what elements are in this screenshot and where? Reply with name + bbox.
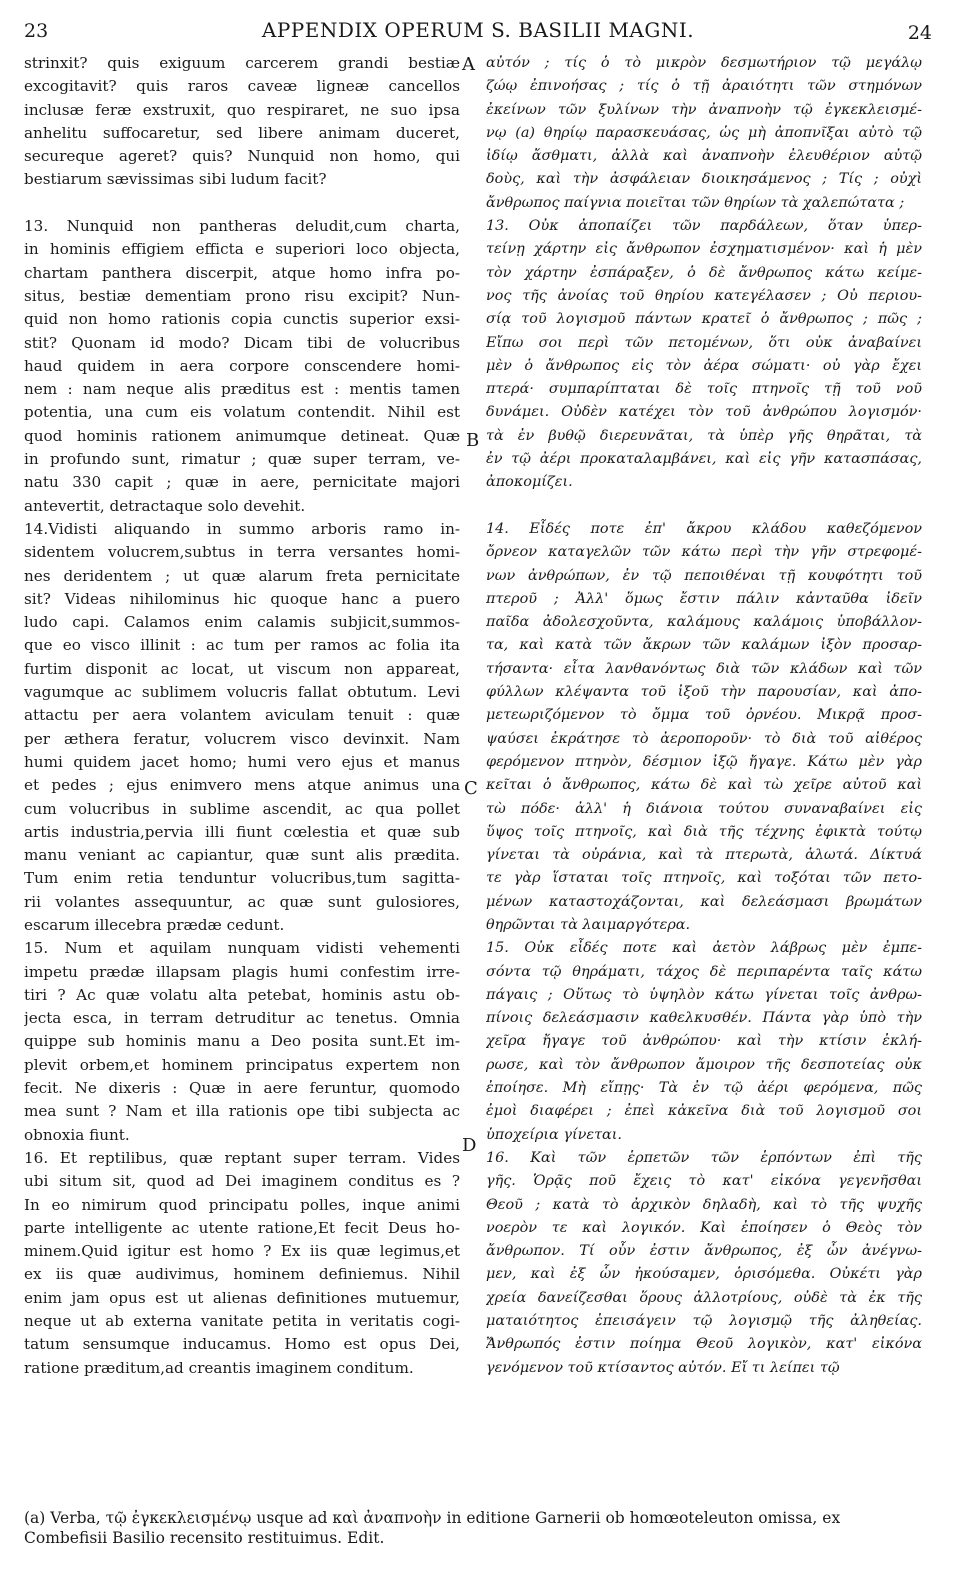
greek-line: σίᾳ τοῦ λογισμοῦ πάντων κρατεῖ ὁ ἄνθρωπος ; πῶς ; [486,311,922,328]
margin-letter-c: C [464,778,478,799]
latin-line: chartam panthera discerpit, atque homo infra po- [24,263,460,282]
greek-line: δυνάμει. Οὐδὲν κατέχει τὸν τοῦ ἀνθρώπου λογισμόν· [486,404,922,421]
greek-line: ὕψος τοῖς πτηνοῖς, καὶ διὰ τῆς τέχνης ἐφικτὰ τούτῳ [486,823,922,840]
greek-line: ἐποίησε. Μὴ εἴπῃς· Τὰ ἐν τῷ ἀέρι φερόμενα, πῶς [486,1080,922,1097]
greek-line: σόντα τῷ θηράματι, τάχος δὲ περιπαρέντα ταῖς κάτω [486,963,922,980]
greek-line: ἐμοὶ διαφέρει ; ἐπεὶ κἀκεῖνα διὰ τοῦ λογισμοῦ σοι [486,1103,922,1120]
greek-line: χεῖρα ἤγαγε τοῦ ἀνθρώπου· καὶ τὴν κτίσιν ἐκλή- [486,1033,922,1050]
latin-line: attactu per aera volantem aviculam tenuit : quæ [24,706,460,725]
greek-line: νος τῆς ἀνοίας τοῦ θηρίου κατεγέλασεν ; Οὐ περιου- [486,287,922,304]
greek-line: Εἴπω σοι περὶ τῶν πετομένων, ὅτι οὐκ ἀναβαίνει [486,334,922,351]
greek-line: φύλλων κλέψαντα τοῦ ἰξοῦ τὴν παρουσίαν, καὶ ἀπο- [486,684,922,701]
latin-line: jecta esca, in terram detruditur ac tenetus. Omnia [24,1009,460,1028]
latin-line: quod hominis rationem animumque detineat. Quæ [24,426,460,445]
latin-line: bestiarum sævissimas sibi ludum facit? [24,170,327,189]
latin-line: 13. Nunquid non pantheras deludit,cum charta, [24,217,460,236]
latin-line: parte intelligente ac utente ratione,Et fecit Deus ho- [24,1218,460,1237]
greek-line: μετεωριζόμενον τὸ ὄμμα τοῦ ὀρνέου. Μικρᾷ προσ- [486,707,922,724]
latin-line: Tum enim retia tenduntur volucribus,tum sagitta- [24,869,460,888]
greek-line: φερόμενον πτηνὸν, δέσμιον ἰξῷ ἤγαγε. Κάτω μὲν γὰρ [486,753,922,770]
greek-line: ἀποκομίζει. [486,474,573,491]
margin-letter-b: B [466,430,480,451]
greek-line: ψαύσει ἐκράτησε τὸ ἀεροποροῦν· τὸ διὰ τοῦ αἰθέρος [486,730,922,747]
latin-line: tiri ? Ac quæ volatu alta petebat, hominis astu ob- [24,985,460,1004]
latin-line: ubi situm sit, quod ad Dei imaginem conditus es ? [24,1172,460,1191]
latin-line: escarum illecebra prædæ cedunt. [24,915,285,934]
greek-line: 14. Εἶδές ποτε ἐπ' ἄκρου κλάδου καθεζόμενον [486,520,922,537]
latin-line: 14.Vidisti aliquando in summo arboris ramo in- [24,519,460,538]
greek-line: Θεοῦ ; κατὰ τὸ ἀρχικὸν δηλαδὴ, καὶ τὸ τῆς ψυχῆς [486,1196,922,1213]
greek-line: νῳ (a) θηρίῳ παρασκευάσας, ὡς μὴ ἀποπνῖξαι αὐτὸ τῷ [486,124,922,141]
greek-line: τήσαντα· εἶτα λανθανόντως διὰ τῶν κλάδων καὶ τῶν [486,660,922,677]
page-header [24,14,932,44]
greek-line: Ἄνθρωπός ἐστιν ποίημα Θεοῦ λογικὸν, κατ' εἰκόνα [486,1336,922,1353]
greek-line: ρωσε, καὶ τὸν ἄνθρωπον ἄμοιρον τῆς δεσποτείας οὐκ [486,1056,922,1073]
latin-line: mea sunt ? Nam et illa rationis ope tibi subjecta ac [24,1102,460,1121]
latin-line: ex iis quæ audivimus, hominem definiemus. Nihil [24,1265,460,1284]
latin-line: ludo capi. Calamos enim calamis subjicit,summos- [24,613,460,632]
latin-line: haud quidem in aera corpore conscendere homi- [24,356,460,375]
greek-line: γίνεται τὰ οὐράνια, καὶ τὰ πτερωτὰ, ἁλωτά. Δίκτυά [486,847,922,864]
greek-line: τὰ ἐν βυθῷ διερευνᾶται, τὰ ὑπὲρ γῆς θηρᾶται, τὰ [486,427,922,444]
latin-line: potentia, una cum eis volatum contendit. Nihil est [24,403,460,422]
latin-line: que eo visco illinit : ac tum per ramos ac folia ita [24,636,460,655]
page-number-right: 24 [907,22,932,44]
greek-line [486,495,922,518]
latin-line: sit? Videas nihilominus hic quoque hanc a puero [24,589,460,608]
latin-line: per æthera feratur, volucrem visco devinxit. Nam [24,729,460,748]
latin-line: excogitavit? quis raros caveæ ligneæ cancellos [24,77,460,96]
latin-line: vagumque ac sublimem volucris fallat obtutum. Levi [24,683,460,702]
latin-line: nes deridentem ; ut quæ alarum freta pernicitate [24,566,460,585]
latin-line: situs, bestiæ dementiam prono risu excipit? Nun- [24,286,460,305]
greek-line: νοερὸν τε καὶ λογικόν. Καὶ ἐποίησεν ὁ Θεὸς τὸν [486,1219,922,1236]
greek-line: θηρῶνται τὰ λαιμαργότερα. [486,916,691,933]
greek-line: γενόμενον τοῦ κτίσαντος αὐτόν. Εἴ τι λείπει τῷ [486,1359,840,1376]
latin-line: inclusæ feræ exstruxit, quo respiraret, ne suo ipsa [24,100,460,119]
latin-line: rii volantes assequuntur, ac quæ sunt gulosiores, [24,892,460,911]
greek-line: νων ἀνθρώπων, ἐν τῷ πεποιθέναι τῇ κουφότητι τοῦ [486,567,922,584]
greek-line: μεν, καὶ ἐξ ὧν ἠκούσαμεν, ὁρισόμεθα. Οὐκέτι γὰρ [486,1266,922,1283]
greek-line: ἐκείνων τῶν ξυλίνων τὴν ἀναπνοὴν τῷ ἐγκεκλεισμέ- [486,101,922,118]
latin-line: artis industria,pervia illi fiunt cœlestia et quæ sub [24,822,460,841]
page-number-left: 23 [24,20,49,42]
greek-line: πάγαις ; Οὕτως τὸ ὑψηλὸν κάτω γίνεται τοῖς ἀνθρω- [486,986,922,1003]
greek-line: ἄνθρωπον. Τί οὖν ἐστιν ἄνθρωπος, ἐξ ὧν ἀνέγνω- [486,1243,922,1260]
latin-line: furtim disponit ac locat, ut viscum non appareat, [24,659,460,678]
greek-column [486,52,922,1380]
greek-line: τείνῃ χάρτην εἰς ἄνθρωπον ἐσχηματισμένον· καὶ ἡ μὲν [486,241,922,258]
greek-line: ὑποχείρια γίνεται. [486,1126,622,1143]
latin-line: stit? Quonam id modo? Dicam tibi de volucribus [24,333,460,352]
greek-line: χρεία δανείζεσθαι ὅρους ἀλλοτρίους, οὐδὲ τὰ ἐκ τῆς [486,1289,922,1306]
greek-line: ἰδίῳ ἄσθματι, ἀλλὰ καὶ ἀναπνοὴν ἐλευθέριον αὐτῷ [486,148,922,165]
latin-line: tatum sensumque inducamus. Homo est opus Dei, [24,1335,460,1354]
margin-letter-d: D [462,1135,477,1156]
running-title: APPENDIX OPERUM S. BASILII MAGNI. [261,18,695,42]
latin-line: in profundo sunt, rimatur ; quæ super terram, ve- [24,450,460,469]
latin-line: strinxit? quis exiguum carcerem grandi bestiæ [24,54,460,72]
latin-line: cum volucribus in sublime ascendit, ac qua pollet [24,799,460,818]
greek-line: πτερά· συμπαρίπταται δὲ τοῖς πτηνοῖς τῇ τοῦ νοῦ [486,381,922,398]
latin-line: plevit orbem,et hominem principatus expertem non [24,1055,460,1074]
greek-line: 15. Οὐκ εἶδές ποτε καὶ ἀετὸν λάβρως μὲν ἐμπε- [486,940,922,957]
latin-line: 15. Num et aquilam nunquam vidisti vehementi [24,939,460,958]
latin-line: quid non homo rationis copia cunctis superior exsi- [24,310,460,329]
latin-line: humi quidem jacet homo; humi vero ejus et manus [24,752,460,771]
greek-line: κεῖται ὁ ἄνθρωπος, κάτω δὲ καὶ τὼ χεῖρε αὐτοῦ καὶ [486,777,922,794]
greek-line: ἐν τῷ ἀέρι προκαταλαμβάνει, καὶ εἰς γῆν κατασπάσας, [486,451,922,468]
greek-line: 13. Οὐκ ἀποπαίζει τῶν παρδάλεων, ὅταν ὑπερ- [486,218,922,235]
latin-line: manu veniant ac capiantur, quæ sunt alis prædita. [24,846,460,865]
latin-line: sidentem volucrem,subtus in terra versantes homi- [24,543,460,562]
greek-line: 16. Καὶ τῶν ἑρπετῶν τῶν ἑρπόντων ἐπὶ τῆς [486,1149,922,1166]
latin-line: obnoxia fiunt. [24,1125,130,1144]
greek-line: ἄνθρωπος παίγνια ποιεῖται τῶν θηρίων τὰ χαλεπώτατα ; [486,194,905,211]
latin-line: quippe sub hominis manu a Deo posita sunt.Et im- [24,1032,460,1051]
margin-letter-a: A [462,54,475,75]
latin-line: minem.Quid igitur est homo ? Ex iis quæ legimus,et [24,1242,460,1261]
greek-line: δοὺς, καὶ τὴν ἀσφάλειαν διοικησάμενος ; Τίς ; οὐχὶ [486,171,922,188]
latin-line: impetu prædæ illapsam plagis humi confestim irre- [24,962,460,981]
greek-line: μένων καταστοχάζονται, καὶ δελεάσμασι βρωμάτων [486,893,922,910]
latin-line: in hominis effigiem efficta e superiori loco objecta, [24,240,460,259]
footnote-line-2: Combefisii Basilio recensito restituimus. Edit. [24,1529,385,1547]
latin-line: anhelitu suffocaretur, sed libere animam duceret, [24,123,460,142]
latin-line: antevertit, detractaque solo devehit. [24,496,306,515]
greek-line: ζώῳ ἐπινοήσας ; τίς ὁ τῇ ἀραιότητι τῶν στημόνων [486,78,922,95]
latin-line: 16. Et reptilibus, quæ reptant super terram. Vides [24,1148,460,1167]
latin-line [24,192,460,215]
latin-line: In eo nimirum quod principatu polles, inque animi [24,1195,460,1214]
greek-line: πίνοις δελεάσμασιν καθελκυσθέν. Πάντα γὰρ ὑπὸ τὴν [486,1010,922,1027]
latin-line: nem : nam neque alis præditus est : mentis tamen [24,380,460,399]
latin-column [24,52,460,1380]
latin-line: enim jam opus est ut alienas definitiones mutuemur, [24,1288,460,1307]
greek-line: τα, καὶ κατὰ τῶν ἄκρων τῶν καλάμων ἰξὸν προσαρ- [486,637,922,654]
greek-line: πτεροῦ ; Ἀλλ' ὅμως ἔστιν πάλιν κἀνταῦθα ἰδεῖν [486,590,922,607]
footnote [24,1508,934,1548]
greek-line: ματαιότητος ἐπεισάγειν τῷ λογισμῷ τῆς ἀληθείας. [486,1313,922,1330]
latin-line: natu 330 capit ; quæ in aere, pernicitate majori [24,473,460,492]
latin-line: ratione præditum,ad creantis imaginem conditum. [24,1358,414,1377]
greek-line: τὼ πόδε· ἀλλ' ἡ διάνοια τούτου συναναβαίνει εἰς [486,800,922,817]
greek-line: ὄρνεον καταγελῶν τῶν κάτω περὶ τὴν γῆν στρεφομέ- [486,544,922,561]
greek-line: γῆς. Ὁρᾷς ποῦ ἔχεις τὸ κατ' εἰκόνα γεγενῆσθαι [486,1173,922,1190]
latin-line: neque ut ab externa vanitate petita in veritatis cogi- [24,1312,460,1331]
latin-line: secureque ageret? quis? Nunquid non homo, qui [24,147,460,166]
greek-line: αὐτόν ; τίς ὁ τὸ μικρὸν δεσμωτήριον τῷ μεγάλῳ [486,55,922,71]
latin-line: et pedes ; ejus enimvero mens atque animus una [24,776,460,795]
latin-line: fecit. Ne dixeris : Quæ in aere feruntur, quomodo [24,1079,460,1098]
greek-line: παῖδα ἀδολεσχοῦντα, καλάμους καλάμοις ὑποβάλλον- [486,614,922,631]
greek-line: μὲν ὁ ἄνθρωπος εἰς τὸν ἀέρα σώματι· οὐ γὰρ ἔχει [486,357,922,374]
greek-line: τε γὰρ ἵσταται τοῖς πτηνοῖς, καὶ τοξόται τῶν πετο- [486,870,922,887]
footnote-line-1: (a) Verba, τῷ ἐγκεκλεισμένῳ usque ad καὶ ἀναπνοὴν in editione Garnerii ob homœoteleuton omissa, ex [24,1509,841,1527]
greek-line: τὸν χάρτην ἐσπάραξεν, ὁ δὲ ἄνθρωπος κάτω κείμε- [486,264,922,281]
